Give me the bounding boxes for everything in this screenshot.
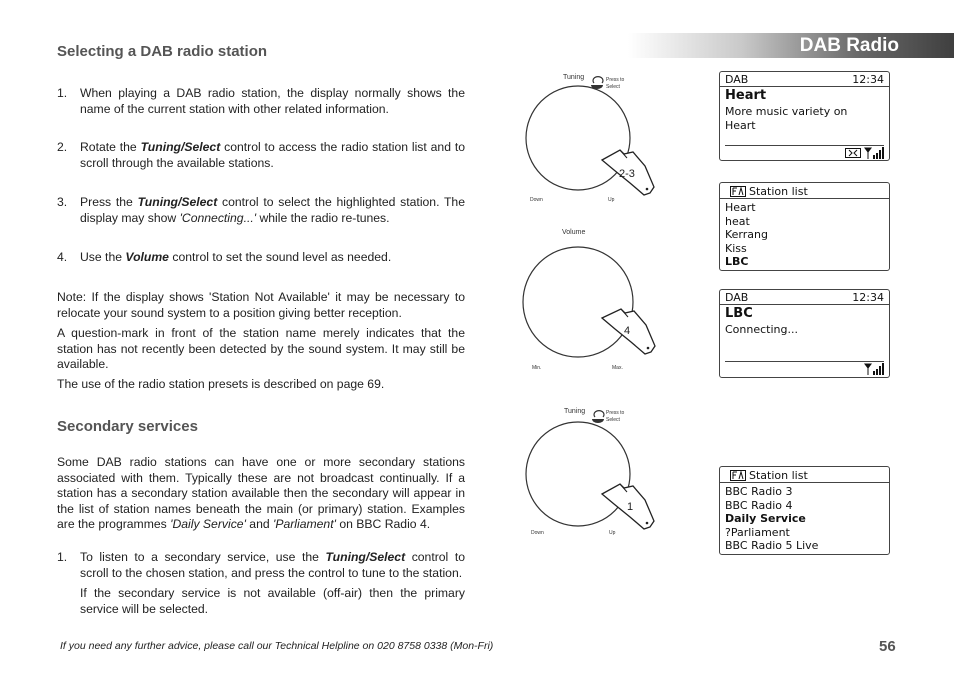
list-item: BBC Radio 3: [725, 485, 793, 498]
station-list: [725, 485, 884, 553]
lcd-status-bar: [720, 291, 889, 305]
helpline-footer: If you need any further advice, please call our Technical Helpline on 020 8758 0338 (Mon-Fri): [60, 640, 494, 652]
band-label: DAB: [725, 73, 749, 86]
step-text: Press the Tuning/Select control to select the highlighted station. The display may show 'Connecting...' while the radio re-tunes.: [80, 195, 465, 225]
down-label: Down: [531, 530, 544, 536]
band-label: DAB: [725, 291, 749, 304]
clock: 12:34: [852, 73, 884, 86]
max-label: Max.: [612, 365, 623, 371]
lcd-icon-bar: [725, 361, 884, 375]
station-info-line: Heart: [725, 118, 756, 132]
step-3: [57, 195, 465, 226]
note-station-not-available: Note: If the display shows 'Station Not Available' it may be necessary to relocate your sound system to a position giving better reception.: [57, 290, 465, 320]
step-text: When playing a DAB radio station, the display normally shows the name of the current station with other related information.: [80, 86, 465, 116]
up-label: Up: [609, 530, 616, 536]
clock: 12:34: [852, 291, 884, 304]
list-item: BBC Radio 5 Live: [725, 539, 819, 552]
station-info-line: More music variety on: [725, 105, 848, 118]
list-title: Station list: [749, 469, 808, 482]
signal-strength-icon: [864, 147, 884, 159]
down-label: Down: [530, 197, 543, 203]
knob-circle: [523, 247, 633, 357]
station-list: [725, 201, 884, 269]
lcd-station-list-1: [719, 182, 890, 271]
list-title: Station list: [749, 185, 808, 198]
knob-title: Volume: [562, 229, 586, 236]
up-label: Up: [608, 197, 615, 203]
section-title: DAB Radio: [799, 35, 899, 56]
section-header-bar: [628, 33, 954, 58]
station-list-icon: [730, 186, 746, 197]
knob-circle: [526, 86, 630, 190]
list-item: Heart: [725, 201, 756, 214]
step-number: 3.: [57, 195, 68, 209]
volume-knob-diagram: [520, 224, 660, 374]
page-number: 56: [879, 638, 896, 655]
station-list-icon: [730, 470, 746, 481]
secondary-intro: Some DAB radio stations can have one or more secondary stations associated with them. Typically these are not broadcast continually. If a station has a secondary station available then the secondary will appear in the list of station names beneath the main (or primary) station. Examples are the programmes 'Daily Service' and 'Parliament' on BBC Radio 4.: [57, 455, 465, 531]
heading-secondary-services: Secondary services: [57, 418, 198, 435]
knob-circle: [526, 422, 630, 526]
step-1: [57, 86, 465, 117]
lcd-status-bar: [720, 73, 889, 87]
step-text: To listen to a secondary service, use the Tuning/Select control to scroll to the chosen station, and press the control to tune to the station. If the secondary service is not available (off-air) then the primary service will be selected.: [80, 550, 465, 616]
station-name: LBC: [725, 306, 753, 321]
tuning-knob-diagram-2: [520, 404, 660, 539]
step-number: 1.: [57, 550, 68, 564]
step-2: [57, 140, 465, 171]
step-marker: 2-3: [619, 168, 635, 180]
step-number: 1.: [57, 86, 68, 100]
step-text: Use the Volume control to set the sound level as needed.: [80, 250, 392, 264]
list-item: ?Parliament: [725, 525, 790, 539]
step-text: Rotate the Tuning/Select control to access the radio station list and to scroll through the available stations.: [80, 140, 466, 170]
knob-title: Tuning: [563, 74, 585, 81]
step-number: 4.: [57, 250, 68, 264]
lcd-connecting-lbc: [719, 289, 890, 378]
lcd-list-header: [720, 184, 889, 199]
list-item-selected: Daily Service: [725, 512, 806, 525]
note-question-mark: A question-mark in front of the station name merely indicates that the station has not recently been detected by the sound system. It may still be available.: [57, 326, 465, 371]
secondary-step-1: [57, 550, 465, 617]
press-select-icon: [592, 411, 604, 423]
select-label: Select: [606, 417, 620, 423]
stereo-icon: [845, 148, 861, 158]
step-marker: 4: [624, 325, 631, 337]
press-label: Press to: [606, 77, 625, 83]
step-number: 2.: [57, 140, 68, 154]
step-marker: 1: [627, 501, 634, 513]
list-item: heat: [725, 214, 750, 228]
select-label: Select: [606, 84, 620, 90]
tuning-knob-diagram: [520, 70, 660, 205]
step-4: [57, 250, 465, 266]
lcd-now-playing-heart: [719, 71, 890, 161]
list-item-selected: LBC: [725, 255, 749, 268]
lcd-station-list-2: [719, 466, 890, 555]
lcd-list-header: [720, 468, 889, 483]
knob-title: Tuning: [564, 408, 586, 415]
list-item: BBC Radio 4: [725, 498, 793, 512]
min-label: Min.: [532, 365, 542, 371]
station-info-line: Connecting...: [725, 323, 798, 336]
press-select-icon: [591, 77, 603, 89]
press-label: Press to: [606, 410, 625, 416]
list-item: Kiss: [725, 241, 747, 255]
signal-strength-icon: [864, 363, 884, 375]
station-name: Heart: [725, 88, 767, 103]
note-presets: The use of the radio station presets is described on page 69.: [57, 377, 385, 391]
lcd-icon-bar: [725, 145, 884, 159]
list-item: Kerrang: [725, 228, 768, 241]
heading-selecting-station: Selecting a DAB radio station: [57, 43, 268, 60]
